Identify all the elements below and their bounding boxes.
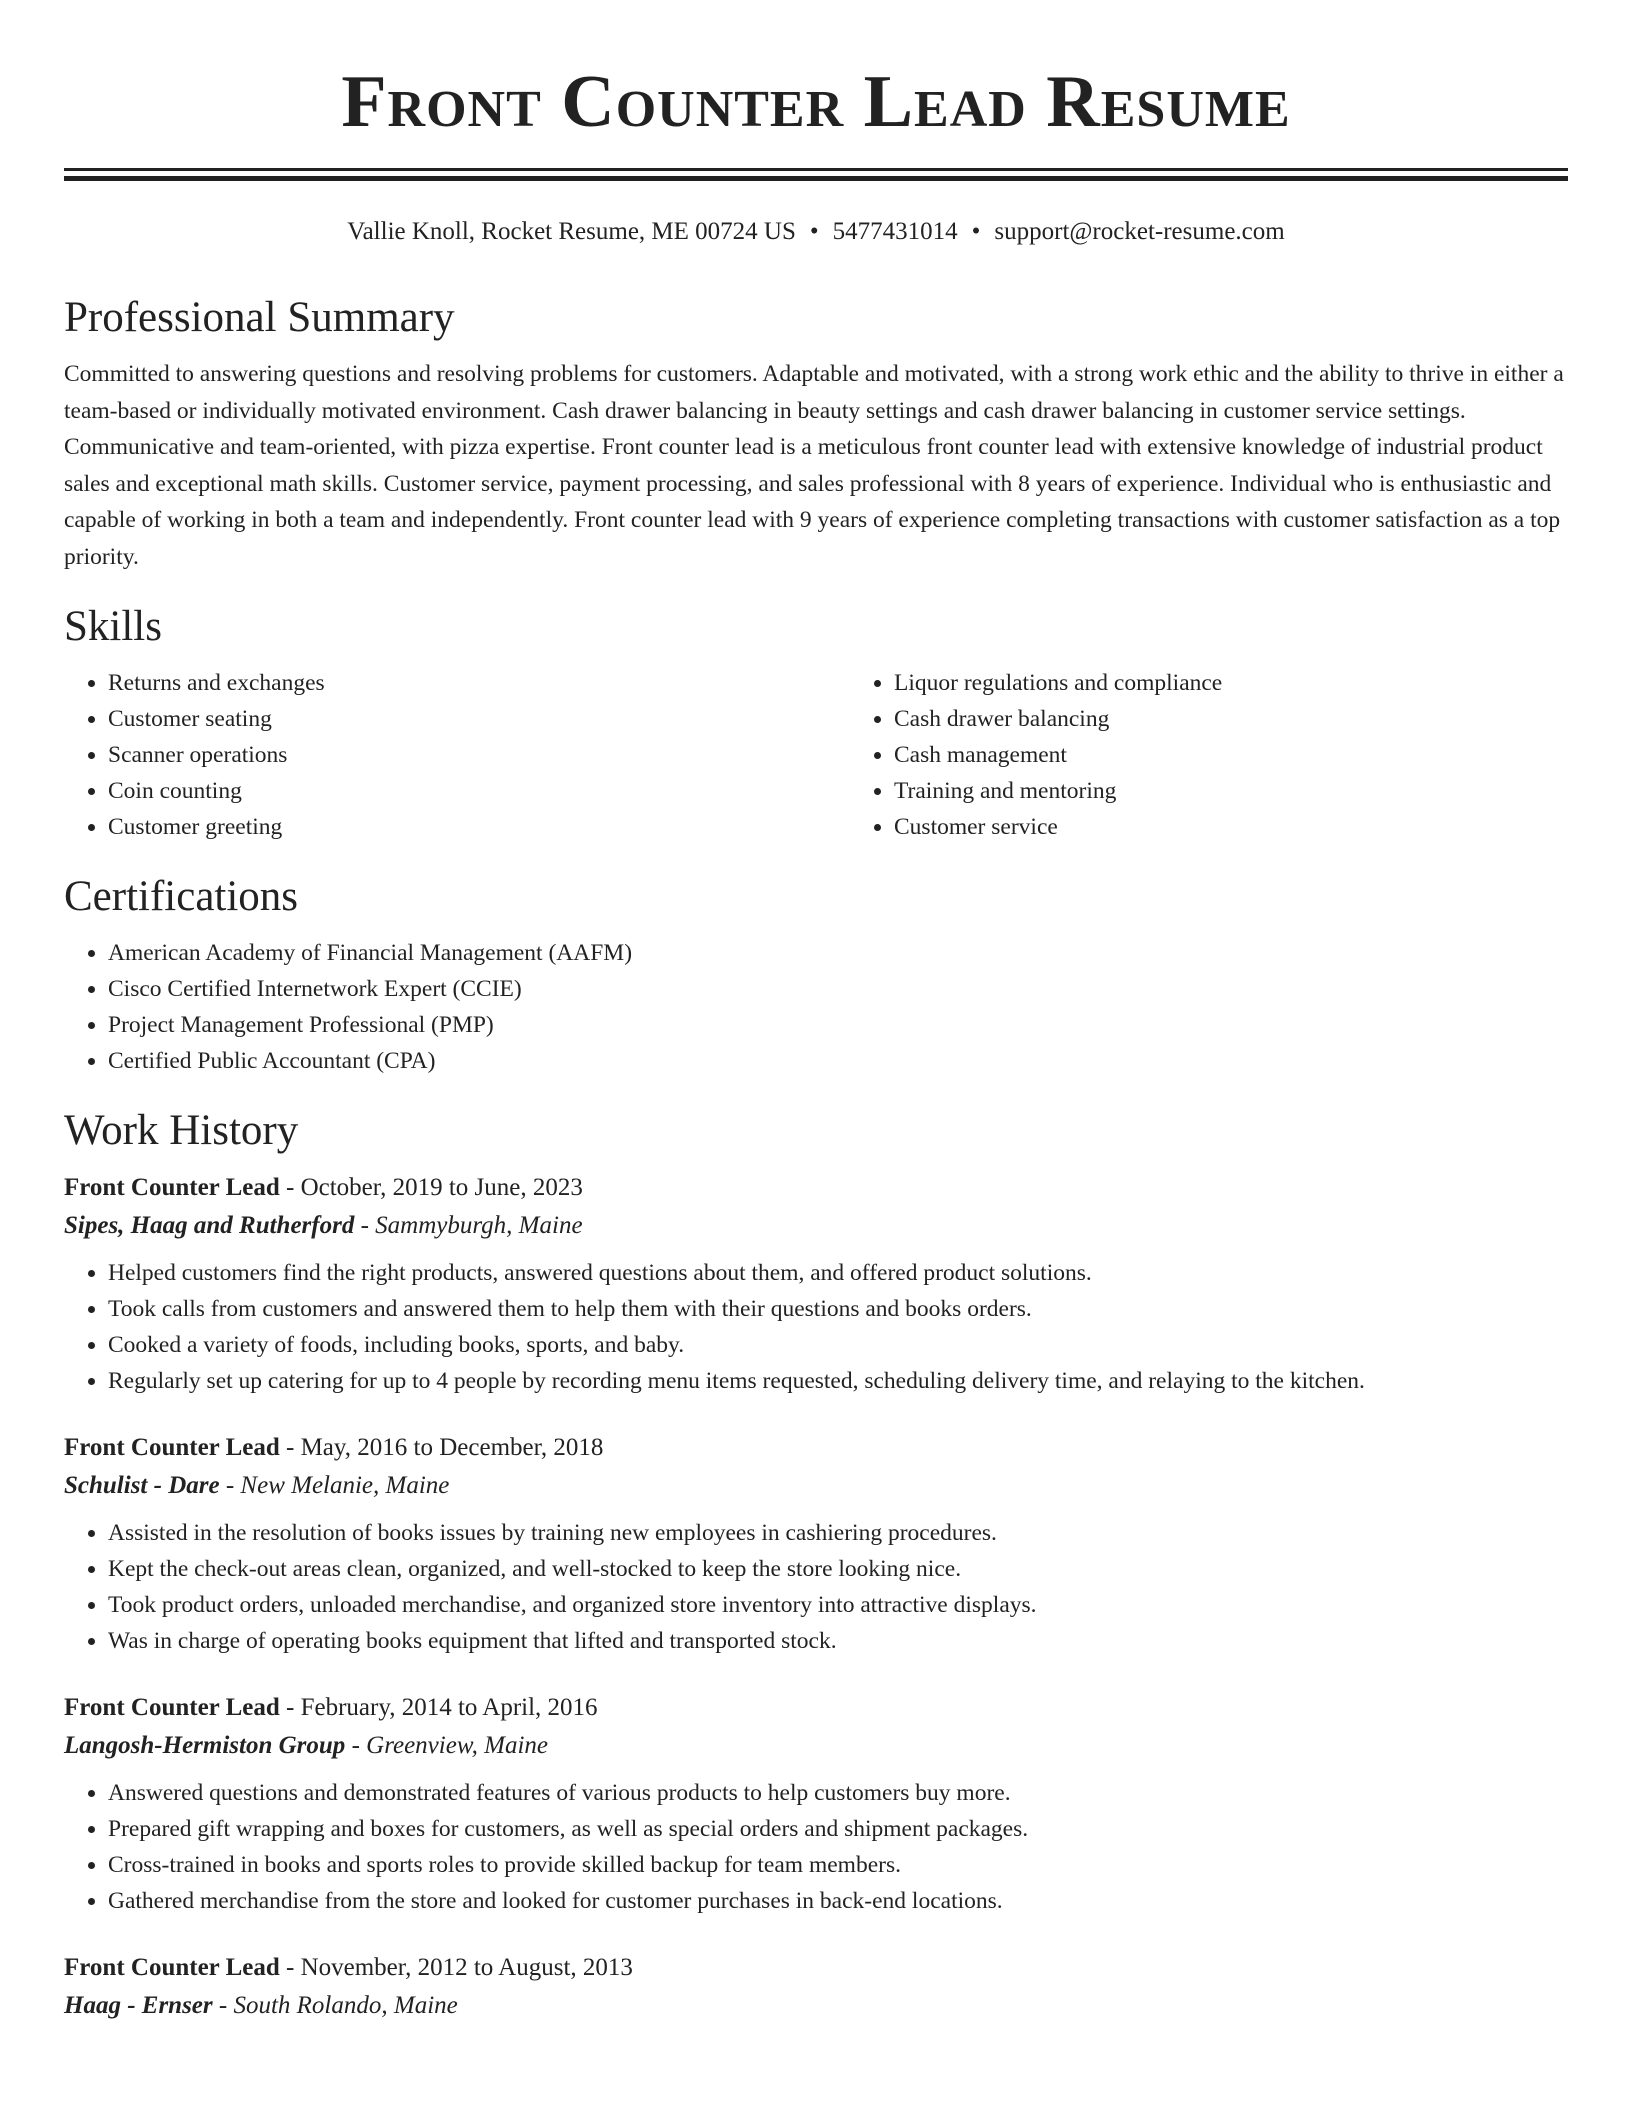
job-company: Sipes, Haag and Rutherford [64, 1212, 355, 1239]
job-title-line [64, 1169, 1568, 1207]
work-history-heading: Work History [64, 1107, 299, 1154]
job-location: - Greenview, Maine [345, 1732, 549, 1759]
contact-line [0, 214, 1632, 250]
job-title: Front Counter Lead [64, 1174, 280, 1201]
job-duty: • Kept the check-out areas clean, organized, and well-stocked to keep the store looking nice. [108, 1551, 1568, 1587]
job-company-line [64, 1467, 1568, 1505]
job-duty: • Took product orders, unloaded merchandise, and organized store inventory into attractive displays. [108, 1587, 1568, 1623]
certification-item: • American Academy of Financial Management (AAFM) [108, 935, 1568, 971]
job-company: Schulist - Dare [64, 1472, 220, 1499]
skills-list-right [850, 665, 1632, 845]
job-duty: • Cooked a variety of foods, including books, sports, and baby. [108, 1327, 1568, 1363]
job-title: Front Counter Lead [64, 1694, 280, 1721]
skills-list-left [64, 665, 850, 845]
job-title: Front Counter Lead [64, 1434, 280, 1461]
skill-item: • Returns and exchanges [108, 665, 850, 701]
job-company: Langosh-Hermiston Group [64, 1732, 346, 1759]
job-entry [64, 1949, 1568, 2025]
job-duty: • Gathered merchandise from the store and looked for customer purchases in back-end locations. [108, 1883, 1568, 1919]
certification-item: • Cisco Certified Internetwork Expert (CCIE) [108, 971, 1568, 1007]
job-dates: - November, 2012 to August, 2013 [279, 1954, 633, 1981]
job-duty: • Took calls from customers and answered them to help them with their questions and books orders. [108, 1291, 1568, 1327]
job-duties-list [64, 1255, 1568, 1399]
job-company: Haag - Ernser [64, 1992, 213, 2019]
job-company-line [64, 1207, 1568, 1245]
contact-email: support@rocket-resume.com [994, 218, 1285, 245]
skill-item: • Customer greeting [108, 809, 850, 845]
contact-phone: 5477431014 [832, 218, 958, 245]
job-title: Front Counter Lead [64, 1954, 280, 1981]
job-duties-list [64, 1775, 1568, 1919]
job-entry [64, 1429, 1568, 1659]
skill-item: • Liquor regulations and compliance [894, 665, 1632, 701]
summary-heading: Professional Summary [64, 294, 455, 341]
summary-text: Committed to answering questions and resolving problems for customers. Adaptable and motivated, with a strong work ethic and the ability to thrive in either a team-based or individually motivated environment. Cash drawer balancing in beauty settings and cash drawer balancing in customer service settings. Communicative and team-oriented, with pizza expertise. Front counter lead is a meticulous front counter lead with extensive knowledge of industrial product sales and exceptional math skills. Customer service, payment processing, and sales professional with 8 years of experience. Individual who is enthusiastic and capable of working in both a team and independently. Front counter lead with 9 years of experience completing transactions with customer satisfaction as a top priority. [64, 361, 1564, 570]
job-title-line [64, 1949, 1568, 1987]
job-location: - Sammyburgh, Maine [354, 1212, 583, 1239]
certification-item: • Project Management Professional (PMP) [108, 1007, 1568, 1043]
job-title-line [64, 1689, 1568, 1727]
job-duty: • Helped customers find the right products, answered questions about them, and offered product solutions. [108, 1255, 1568, 1291]
skills-columns [64, 665, 1568, 845]
certifications-section [64, 865, 1568, 1079]
job-duties-list [64, 1515, 1568, 1659]
job-dates: - October, 2019 to June, 2023 [279, 1174, 583, 1201]
job-duty: • Cross-trained in books and sports roles to provide skilled backup for team members. [108, 1847, 1568, 1883]
job-dates: - May, 2016 to December, 2018 [279, 1434, 604, 1461]
skill-item: • Cash drawer balancing [894, 701, 1632, 737]
job-duty: • Regularly set up catering for up to 4 people by recording menu items requested, scheduling delivery time, and relaying to the kitchen. [108, 1363, 1568, 1399]
skill-item: • Training and mentoring [894, 773, 1632, 809]
job-duty: • Prepared gift wrapping and boxes for customers, as well as special orders and shipment packages. [108, 1811, 1568, 1847]
job-location: - South Rolando, Maine [212, 1992, 458, 2019]
job-location: - New Melanie, Maine [219, 1472, 450, 1499]
skill-item: • Scanner operations [108, 737, 850, 773]
skills-section [64, 595, 1568, 845]
work-history-section [64, 1099, 1568, 2025]
skill-item: • Customer seating [108, 701, 850, 737]
job-entry [64, 1169, 1568, 1399]
job-title-line [64, 1429, 1568, 1467]
skill-item: • Coin counting [108, 773, 850, 809]
job-dates: - February, 2014 to April, 2016 [279, 1694, 598, 1721]
certifications-heading: Certifications [64, 873, 299, 920]
job-company-line [64, 1987, 1568, 2025]
contact-address: Vallie Knoll, Rocket Resume, ME 00724 US [347, 218, 796, 245]
skills-heading: Skills [64, 603, 162, 650]
title-rule-top [64, 168, 1568, 171]
resume-content [64, 286, 1568, 2055]
job-entry [64, 1689, 1568, 1919]
resume-title: Front Counter Lead Resume [341, 61, 1291, 143]
summary-section [64, 286, 1568, 575]
skill-item: • Customer service [894, 809, 1632, 845]
certification-item: • Certified Public Accountant (CPA) [108, 1043, 1568, 1079]
contact-separator: • [809, 218, 819, 245]
skill-item: • Cash management [894, 737, 1632, 773]
contact-separator: • [971, 218, 981, 245]
job-duty: • Answered questions and demonstrated features of various products to help customers buy more. [108, 1775, 1568, 1811]
job-company-line [64, 1727, 1568, 1765]
title-rule-bottom [64, 176, 1568, 181]
job-duty: • Was in charge of operating books equipment that lifted and transported stock. [108, 1623, 1568, 1659]
job-duty: • Assisted in the resolution of books issues by training new employees in cashiering procedures. [108, 1515, 1568, 1551]
certifications-list [64, 935, 1568, 1079]
